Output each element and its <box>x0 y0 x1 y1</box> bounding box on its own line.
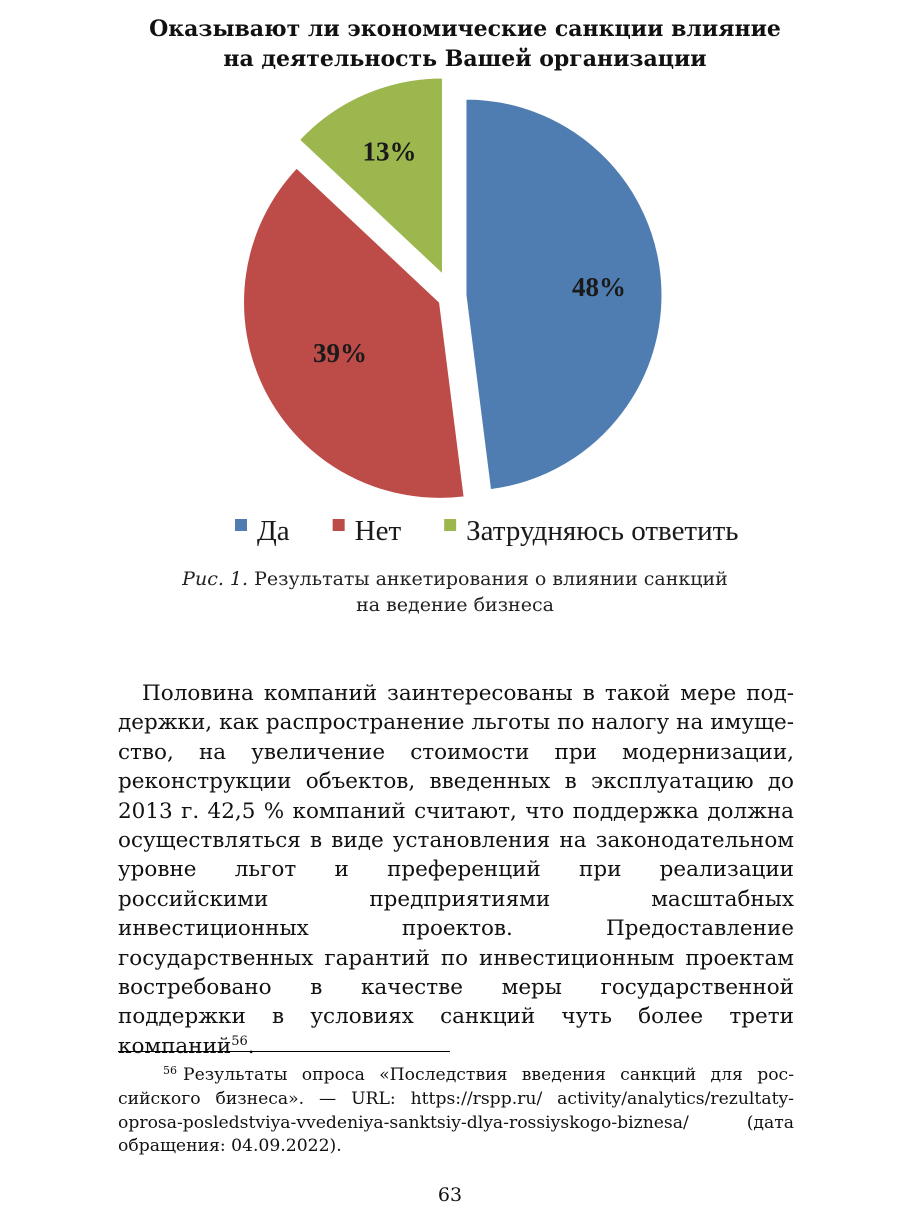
legend-label-3: Затрудняюсь ответить <box>466 515 739 547</box>
body-paragraph-end: . <box>247 1033 255 1059</box>
caption-text-1: Результаты анкетирования о влиянии санкций <box>248 568 728 590</box>
legend-swatch-3 <box>444 519 456 531</box>
pie-data-label-2: 39% <box>312 338 367 369</box>
footnote-divider <box>118 1051 450 1052</box>
figure-caption <box>0 566 900 618</box>
chart-title-line-2: на деятельность Вашей организации <box>223 46 707 72</box>
legend-label-1: Да <box>257 515 290 547</box>
caption-line-1 <box>0 566 900 592</box>
body-paragraph-text: Половина компаний заинтересованы в такой мере поддержки, как распространение льготы по налогу на имущество, на увеличение стоимости при модернизации, реконструкции объектов, введенных в эксплуатацию до 2013 г. 42,5 % компаний считают, что поддержка должна осуществляться в виде установления на законодательном уровне льгот и преференций при реализации российскими предприятиями масштабных инвестиционных проектов. Предоставление государственных гарантий по инвестиционным проектам востребовано в качестве меры государственной поддержки в условиях санкций чуть более трети компаний <box>118 681 794 1059</box>
legend-label-2: Нет <box>354 515 402 547</box>
body-paragraph <box>118 679 794 1061</box>
pie-slice-1 <box>466 99 662 489</box>
footnote-number: 56 <box>163 1064 177 1077</box>
pie-legend <box>235 515 739 547</box>
footnote-text: Результаты опроса «Последствия введения санкций для российского бизнеса». — URL: https://rspp.ru/ activity/analytics/rezultaty-oprosa-posledstviya-vvedeniya-sanktsiy-dlya-rossiyskogo-biznesa/ (дата обращения: 04.09.2022). <box>118 1065 794 1157</box>
pie-data-label-3: 13% <box>362 136 417 167</box>
page-number: 63 <box>437 1184 463 1206</box>
footnote-reference[interactable]: 56 <box>231 1033 248 1049</box>
legend-swatch-2 <box>333 519 345 531</box>
caption-line-2: на ведение бизнеса <box>356 594 554 616</box>
pie-data-label-1: 48% <box>571 271 626 302</box>
caption-figure-label: Рис. 1. <box>182 568 249 590</box>
chart-title-line-1: Оказывают ли экономические санкции влияние <box>149 16 781 42</box>
footnote <box>118 1064 794 1159</box>
legend-swatch-1 <box>235 519 247 531</box>
